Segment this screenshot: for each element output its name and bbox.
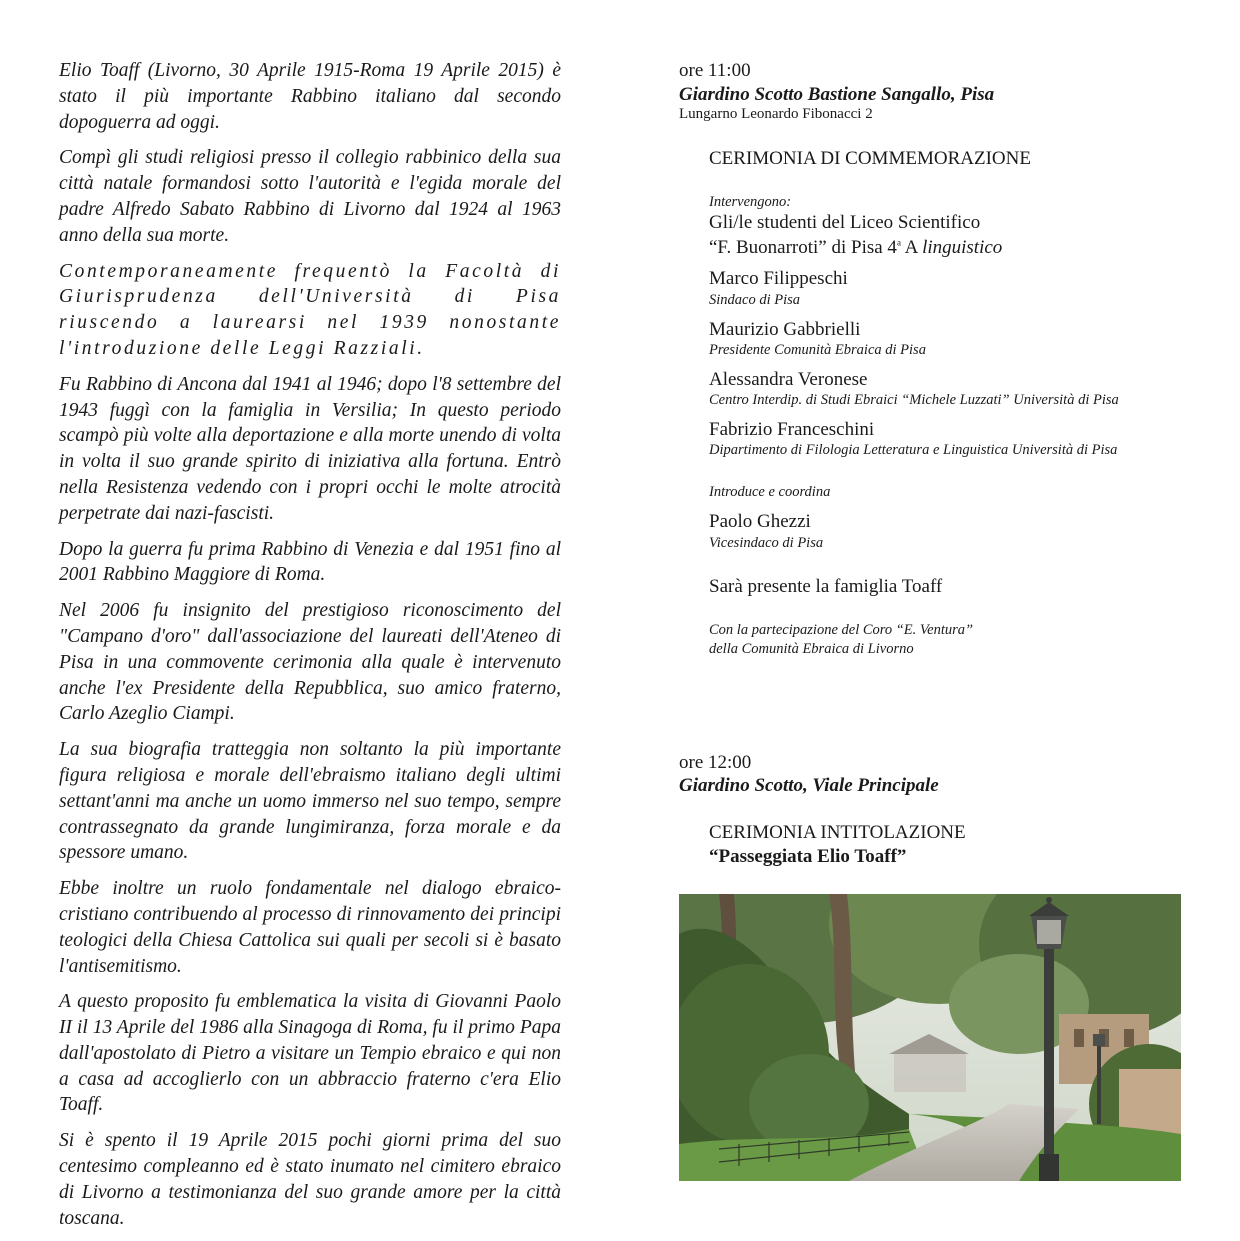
event1-address: Lungarno Leonardo Fibonacci 2	[679, 106, 873, 122]
choir-line-2: della Comunità Ebraica di Livorno	[709, 641, 914, 657]
choir-line-1: Con la partecipazione del Coro “E. Ventura”	[709, 622, 974, 638]
event1-place: Giardino Scotto Bastione Sangallo, Pisa	[679, 84, 995, 105]
bio-paragraph: Ebbe inoltre un ruolo fondamentale nel dialogo ebraico-cristiano contribuendo al processo di rinnovamento dei principi teologici della Chiesa Cattolica sui quali per secoli si è basato l'antisemitismo.	[59, 878, 561, 977]
bio-paragraph: Elio Toaff (Livorno, 30 Aprile 1915-Roma 19 Aprile 2015) è stato il più importante Rabbino italiano dal secondo dopoguerra ad oggi.	[59, 60, 561, 133]
bio-paragraph: Nel 2006 fu insignito del prestigioso riconoscimento del "Campano d'oro" dall'associazione del laureati dell'Ateneo di Pisa in una commovente cerimonia alla quale è intervenuto anche l'ex Presidente della Repubblica, suo amico fraterno, Carlo Azeglio Ciampi.	[59, 600, 561, 725]
bio-paragraph: Fu Rabbino di Ancona dal 1941 al 1946; dopo l'8 settembre del 1943 fuggì con la famiglia in Versilia; In questo periodo scampò più volte alla deportazione e alla morte unendo di volta in volta il suo grande spirito di iniziativa alla fortuna. Entrò nella Resistenza vedendo con i propri occhi le molte atrocità perpetrate dai nazi-fascisti.	[59, 373, 561, 524]
speaker-role: Presidente Comunità Ebraica di Pisa	[709, 342, 926, 358]
event2-time: ore 12:00	[679, 752, 752, 773]
speaker-role: Sindaco di Pisa	[709, 292, 801, 308]
bio-paragraph: Dopo la guerra fu prima Rabbino di Venezia e dal 1951 fino al 2001 Rabbino Maggiore di Roma.	[59, 538, 561, 586]
speaker-name: Fabrizio Franceschini	[709, 419, 875, 440]
moderator-role: Vicesindaco di Pisa	[709, 535, 824, 551]
moderator-name: Paolo Ghezzi	[709, 511, 811, 532]
speaker-role: Dipartimento di Filologia Letteratura e Linguistica Università di Pisa	[709, 442, 1118, 458]
family-note: Sarà presente la famiglia Toaff	[709, 576, 943, 597]
speaker-role: Centro Interdip. di Studi Ebraici “Michele Luzzati” Università di Pisa	[709, 392, 1119, 408]
moderator-label: Introduce e coordina	[709, 484, 831, 500]
speakers-label: Intervengono:	[709, 194, 792, 210]
event1-title: CERIMONIA DI COMMEMORAZIONE	[709, 148, 1031, 169]
bio-paragraph: La sua biografia tratteggia non soltanto la più importante figura religiosa e morale dell'ebraismo italiano degli ultimi settant'anni ma anche un uomo immerso nel suo tempo, sempre contrassegnato da grande lungimiranza, forza morale e da spessore umano.	[59, 739, 561, 864]
event2-place: Giardino Scotto, Viale Principale	[679, 775, 939, 796]
students-line-2: “F. Buonarroti” di Pisa 4$^a$ A linguistico	[709, 237, 1003, 258]
speaker-name: Marco Filippeschi	[709, 268, 848, 289]
speaker-name: Alessandra Veronese	[709, 369, 868, 390]
bio-paragraph: Si è spento il 19 Aprile 2015 pochi giorni prima del suo centesimo compleanno ed è stato inumato nel cimitero ebraico di Livorno a testimonianza del suo grande amore per la città toscana.	[59, 1130, 561, 1229]
event2-subtitle: “Passeggiata Elio Toaff”	[709, 846, 907, 867]
biography-column	[59, 58, 561, 1241]
bio-paragraph: Compì gli studi religiosi presso il collegio rabbinico della sua città natale formandosi sotto l'autorità e l'egida morale del padre Alfredo Sabato Rabbino di Livorno dal 1924 al 1963 anno della sua morte.	[59, 147, 561, 246]
bio-paragraph: A questo proposito fu emblematica la visita di Giovanni Paolo II il 13 Aprile del 1986 alla Sinagoga di Roma, fu il primo Papa dall'apostolato di Pietro a visitare un Tempio ebraico e qui non a casa ad accoglierlo con un abbraccio fraterno c'era Elio Toaff.	[59, 991, 561, 1116]
speaker-name: Maurizio Gabbrielli	[709, 319, 861, 340]
event1-time: ore 11:00	[679, 60, 751, 81]
students-line-1: Gli/le studenti del Liceo Scientifico	[709, 212, 981, 233]
garden-photo	[679, 894, 1181, 1181]
bio-paragraph: Contemporaneamente frequentò la Facoltà di Giurisprudenza dell'Università di Pisa riuscendo a laurearsi nel 1939 nonostante l'introduzione delle Leggi Razziali.	[59, 260, 561, 359]
event2-title: CERIMONIA INTITOLAZIONE	[709, 822, 966, 843]
